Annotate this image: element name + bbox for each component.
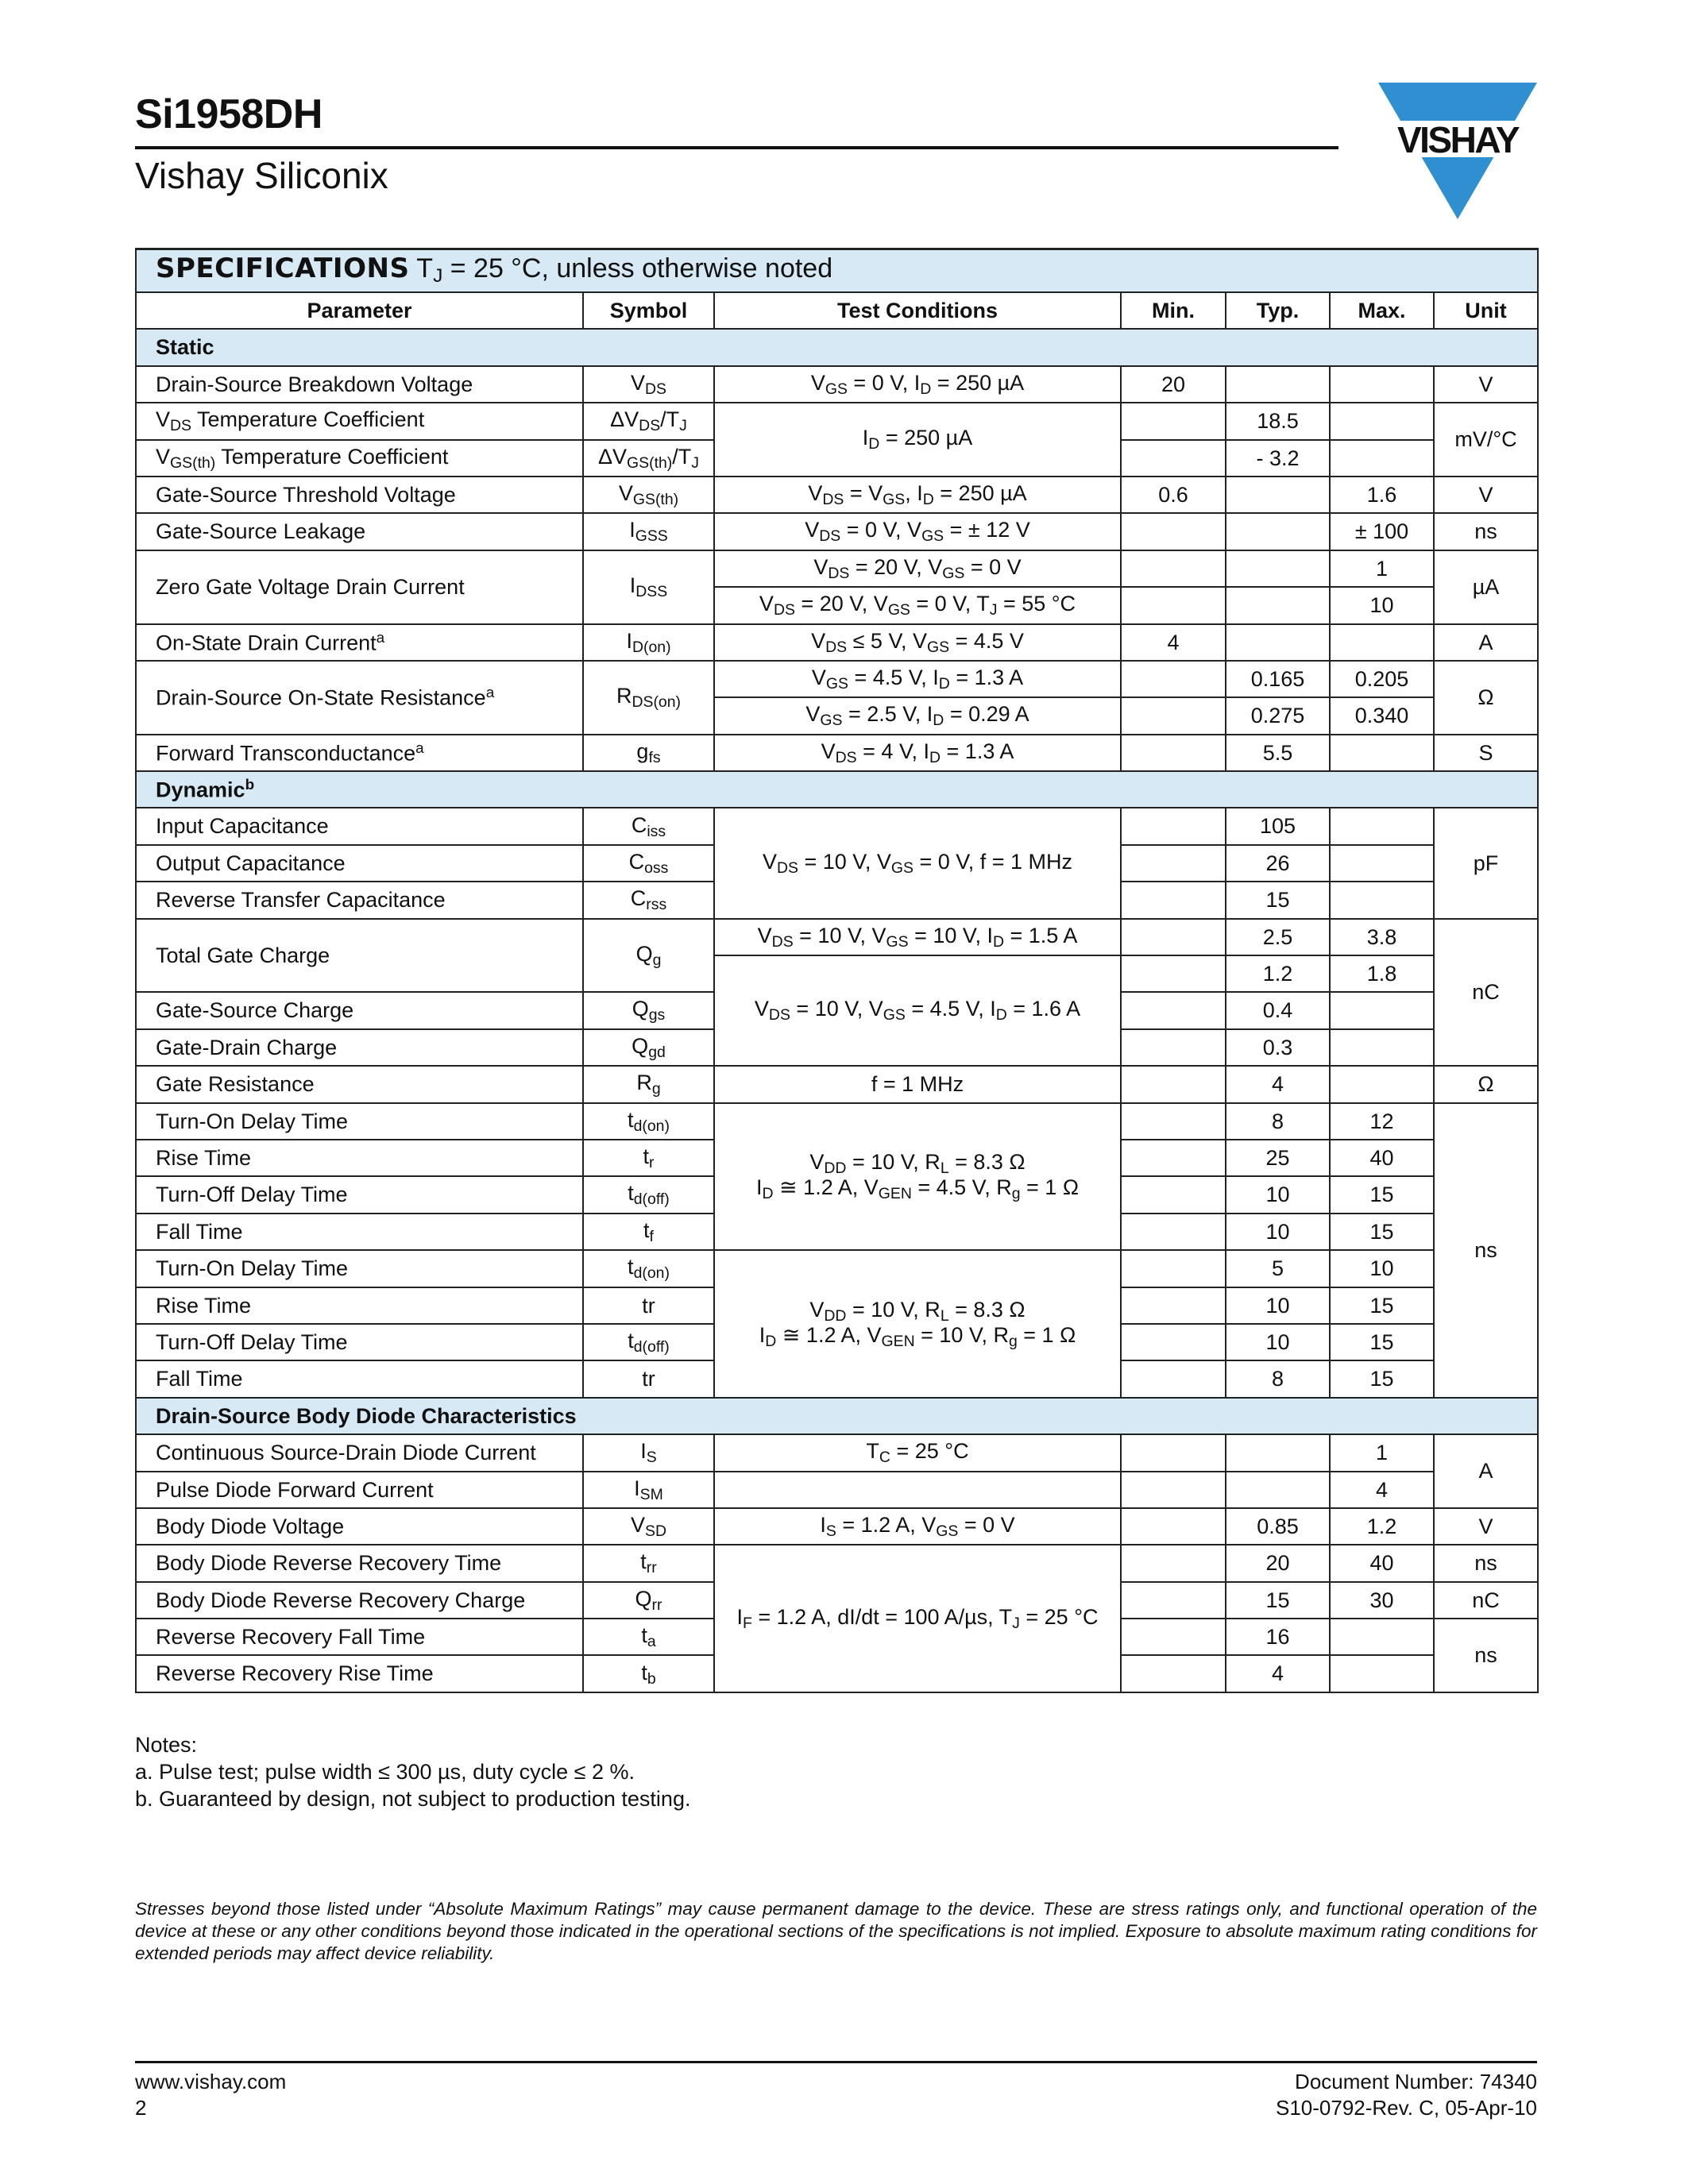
table-row: Body Diode Reverse Recovery Charge $Q_{rr}$ 15 30 nC [136,1582,1538,1619]
table-row: Forward Transconductance$^a$ $g_{fs}$ $V_{DS} = 4$ V, $I_D = 1.3$ A 5.5 S [136,735,1538,771]
table-title-sub: J [433,265,443,287]
table-row: Gate Resistance $R_g$ f = 1 MHz 4 Ω [136,1066,1538,1102]
table-row: Gate-Source Charge $Q_{gs}$ 0.4 [136,992,1538,1028]
table-row: Output Capacitance $C_{oss}$ 26 [136,845,1538,882]
table-title-bold: SPECIFICATIONS [156,253,410,285]
table-row: Turn-Off Delay Time $t_{d(off)}$ 10 15 [136,1324,1538,1360]
col-min: Min. [1121,292,1226,329]
col-max: Max. [1330,292,1434,329]
revision: S10-0792-Rev. C, 05-Apr-10 [1275,2096,1537,2120]
footer-website[interactable]: www.vishay.com [135,2070,287,2093]
footer-left [135,2069,286,2121]
col-symbol: Symbol [583,292,714,329]
table-row: Turn-On Delay Time $t_{d(on)}$ $V_{DD} = 10$ V, $R_L = 8.3$ Ω $I_D$ ≅ 1.2 A, $V_{GEN} = 4.5$ V, $R_g = 1$ Ω 8 12 ns [136,1103,1538,1140]
footer-right [1276,2069,1537,2121]
table-row: Reverse Transfer Capacitance $C_{rss}$ 15 [136,882,1538,918]
col-typ: Typ. [1226,292,1330,329]
document-number: Document Number: 74340 [1295,2070,1537,2093]
table-row: Input Capacitance $C_{iss}$ $V_{DS} = 10$ V, $V_{GS} = 0$ V, f = 1 MHz 105 pF [136,808,1538,844]
col-unit: Unit [1434,292,1538,329]
manufacturer-subtitle: Vishay Siliconix [135,155,388,196]
notes [135,1731,690,1812]
table-row: $V_{GS} = 2.5$ V, $I_D = 0.29$ A 0.275 0.340 [136,697,1538,734]
note-b: b. Guaranteed by design, not subject to production testing. [135,1787,691,1811]
table-row: $V_{GS(th)}$ Temperature Coefficient $\Delta V_{GS(th)}/T_J$ - 3.2 [136,440,1538,477]
footer-rule [135,2061,1537,2063]
logo-text: VISHAY [1396,119,1519,160]
table-row: $V_{DS}$ Temperature Coefficient $\Delta V_{DS}/T_J$ $I_D = 250$ µA 18.5 mV/°C [136,403,1538,439]
table-row: Reverse Recovery Fall Time $t_a$ 16 ns [136,1619,1538,1655]
part-number-title: Si1958DH [135,91,323,137]
section-static: Static [136,329,1538,365]
notes-heading: Notes: [135,1733,198,1757]
table-row: Turn-Off Delay Time $t_{d(off)}$ 10 15 [136,1176,1538,1213]
col-test-conditions: Test Conditions [714,292,1121,329]
table-row: Rise Time $t_r$ 25 40 [136,1140,1538,1176]
table-row: Rise Time tr 10 15 [136,1287,1538,1324]
table-row: Gate-Source Leakage $I_{GSS}$ $V_{DS} = 0$ V, $V_{GS}$ = ± 12 V ± 100 ns [136,513,1538,550]
table-row: Total Gate Charge $Q_g$ $V_{DS} = 10$ V, $V_{GS} = 10$ V, $I_D = 1.5$ A 2.5 3.8 nC [136,919,1538,955]
table-row: Body Diode Reverse Recovery Time $t_{rr}$ $I_F = 1.2$ A, dI/dt = 100 A/µs, $T_J = 25$ °C 20 40 ns [136,1545,1538,1581]
specifications-table [135,248,1539,1693]
table-title-tail: = 25 °C, unless otherwise noted [442,253,833,284]
table-row: Gate-Source Threshold Voltage $V_{GS(th)}$ $V_{DS} = V_{GS}$, $I_D = 250$ µA 0.6 1.6 V [136,477,1538,513]
table-row: Zero Gate Voltage Drain Current $I_{DSS}$ $V_{DS} = 20$ V, $V_{GS} = 0$ V 1 µA [136,550,1538,587]
header-rule [135,146,1338,149]
column-header-row [136,292,1538,329]
stress-disclaimer: Stresses beyond those listed under “Absolute Maximum Ratings” may cause permanent damage to the device. These are stress ratings only, and functional operation of the device at these or any other conditions beyond those indicated in the operational sections of the specifications is not implied. Exposure to absolute maximum rating conditions for extended periods may affect device reliability. [135,1899,1537,1963]
section-diode: Drain-Source Body Diode Characteristics [136,1398,1538,1434]
table-row: $V_{DS} = 20$ V, $V_{GS} = 0$ V, $T_J = 55$ °C 10 [136,587,1538,623]
table-row: Body Diode Voltage $V_{SD}$ $I_S = 1.2$ A, $V_{GS} = 0$ V 0.85 1.2 V [136,1508,1538,1545]
note-a: a. Pulse test; pulse width ≤ 300 µs, duty cycle ≤ 2 %. [135,1760,635,1784]
table-row: Turn-On Delay Time $t_{d(on)}$ $V_{DD} = 10$ V, $R_L = 8.3$ Ω $I_D$ ≅ 1.2 A, $V_{GEN} = 10$ V, $R_g = 1$ Ω 5 10 [136,1250,1538,1287]
vishay-logo [1378,83,1537,219]
table-row: Drain-Source On-State Resistance$^a$ $R_{DS(on)}$ $V_{GS} = 4.5$ V, $I_D = 1.3$ A 0.165 0.205 Ω [136,661,1538,697]
table-row: Gate-Drain Charge $Q_{gd}$ 0.3 [136,1029,1538,1066]
table-row: Reverse Recovery Rise Time $t_b$ 4 [136,1655,1538,1692]
page-number: 2 [135,2096,147,2120]
col-parameter: Parameter [136,292,583,329]
table-row: Fall Time tr 8 15 [136,1360,1538,1397]
table-row: On-State Drain Current$^a$ $I_{D(on)}$ $V_{DS} \le 5$ V, $V_{GS} = 4.5$ V 4 A [136,624,1538,661]
table-title-t: T [416,253,434,284]
section-dynamic: Dynamic$^b$ [136,771,1538,808]
table-row: Drain-Source Breakdown Voltage $V_{DS}$ $V_{GS} = 0$ V, $I_D = 250$ µA 20 V [136,366,1538,403]
table-row: $V_{DS} = 10$ V, $V_{GS} = 4.5$ V, $I_D = 1.6$ A 1.2 1.8 [136,955,1538,992]
table-title-row [136,249,1538,293]
table-row: Fall Time $t_f$ 10 15 [136,1214,1538,1250]
table-row: Continuous Source-Drain Diode Current $I_S$ $T_C = 25$ °C 1 A [136,1434,1538,1471]
table-row: Pulse Diode Forward Current $I_{SM}$ 4 [136,1472,1538,1508]
